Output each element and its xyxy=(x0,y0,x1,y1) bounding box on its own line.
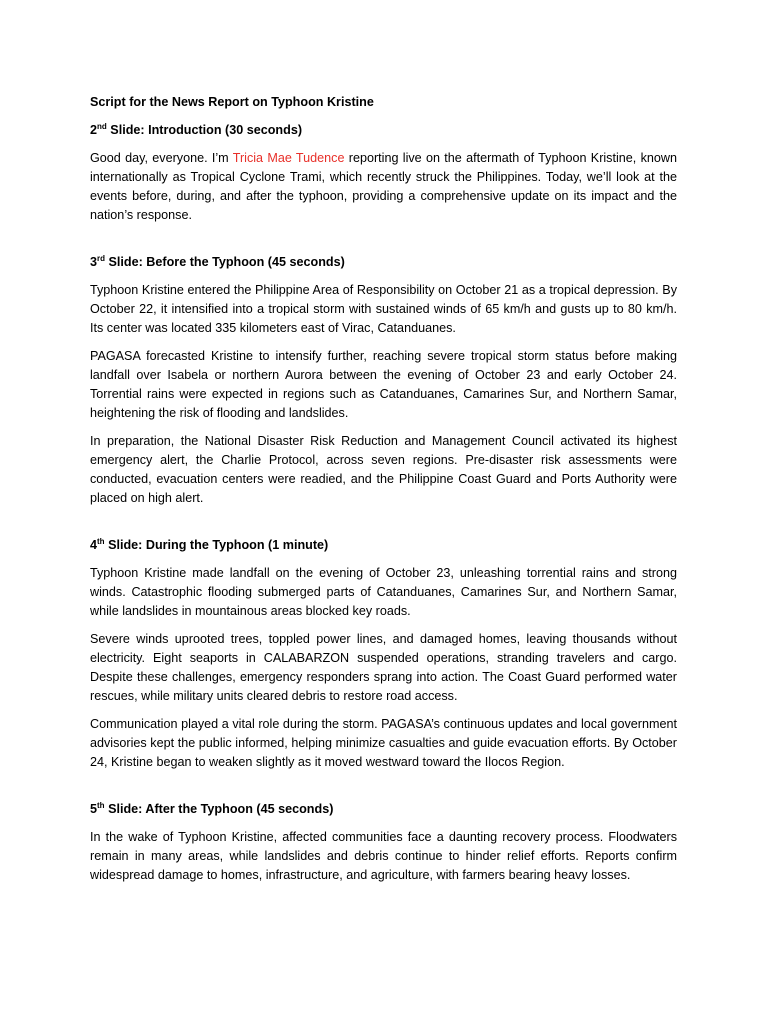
slide-5-ordinal: th xyxy=(97,801,105,810)
slide-4-ordinal: th xyxy=(97,537,105,546)
document-title: Script for the News Report on Typhoon Kristine xyxy=(90,95,374,109)
slide-2-number: 2 xyxy=(90,123,98,137)
during-paragraph-3: Communication played a vital role during the storm. PAGASA’s continuous updates and local government advisories kept the public informed, helping minimize casualties and guide evacuation efforts. By October 24, Kristine began to weaken slightly as it moved westward toward the Ilocos Region. xyxy=(90,717,677,769)
slide-3-heading xyxy=(90,253,677,271)
slide-3-heading-text: Slide: Before the Typhoon (45 seconds) xyxy=(105,255,345,269)
slide-5-heading-text: Slide: After the Typhoon (45 seconds) xyxy=(104,802,334,816)
slide-4-number: 4 xyxy=(90,538,98,552)
reporter-name: Tricia Mae Tudence xyxy=(232,151,345,165)
before-paragraph-2: PAGASA forecasted Kristine to intensify further, reaching severe tropical storm status before making landfall over Isabela or northern Aurora between the evening of October 23 and early October 24. Torrential rains were expected in regions such as Catanduanes, Camarines Sur, and Northern Samar, heightening the risk of flooding and landslides. xyxy=(90,349,677,420)
slide-3-number: 3 xyxy=(90,255,98,269)
after-paragraph-1: In the wake of Typhoon Kristine, affected communities face a daunting recovery process. Floodwaters remain in many areas, while landslides and debris continue to hinder relief efforts. Reports confirm widespread damage to homes, infrastructure, and agriculture, with farmers bearing heavy losses. xyxy=(90,830,677,882)
slide-2-heading xyxy=(90,121,677,139)
slide-2-ordinal: nd xyxy=(97,122,107,131)
slide-3-ordinal: rd xyxy=(97,254,106,263)
slide-2-heading-text: Slide: Introduction (30 seconds) xyxy=(106,123,303,137)
section-spacer xyxy=(90,781,677,800)
before-paragraph-3: In preparation, the National Disaster Risk Reduction and Management Council activated its highest emergency alert, the Charlie Protocol, across seven regions. Pre-disaster risk assessments were conducted, evacuation centers were readied, and the Philippine Coast Guard and Ports Authority were placed on high alert. xyxy=(90,434,677,505)
document-page xyxy=(90,93,677,894)
section-spacer xyxy=(90,234,677,253)
section-spacer xyxy=(90,517,677,536)
slide-5-heading xyxy=(90,800,677,818)
intro-paragraph xyxy=(90,149,677,225)
intro-text-before: Good day, everyone. I’m xyxy=(90,151,233,165)
slide-4-heading-text: Slide: During the Typhoon (1 minute) xyxy=(104,538,329,552)
slide-4-heading xyxy=(90,536,677,554)
during-paragraph-2: Severe winds uprooted trees, toppled power lines, and damaged homes, leaving thousands without electricity. Eight seaports in CALABARZON suspended operations, stranding travelers and cargo. Despite these challenges, emergency responders sprang into action. The Coast Guard performed water rescues, while military units cleared debris to restore road access. xyxy=(90,632,677,703)
slide-5-number: 5 xyxy=(90,802,98,816)
during-paragraph-1: Typhoon Kristine made landfall on the evening of October 23, unleashing torrential rains and strong winds. Catastrophic flooding submerged parts of Catanduanes, Camarines Sur, and Northern Samar, while landslides in mountainous areas blocked key roads. xyxy=(90,566,677,618)
intro-text-after: reporting live on the aftermath of Typhoon Kristine, known internationally as Tropical Cyclone Trami, which recently struck the Philippines. Today, we’ll look at the events before, during, and after the typhoon, providing a comprehensive update on its impact and the nation’s response. xyxy=(90,151,677,222)
before-paragraph-1: Typhoon Kristine entered the Philippine Area of Responsibility on October 21 as a tropical depression. By October 22, it intensified into a tropical storm with sustained winds of 65 km/h and gusts up to 80 km/h. Its center was located 335 kilometers east of Virac, Catanduanes. xyxy=(90,283,677,335)
